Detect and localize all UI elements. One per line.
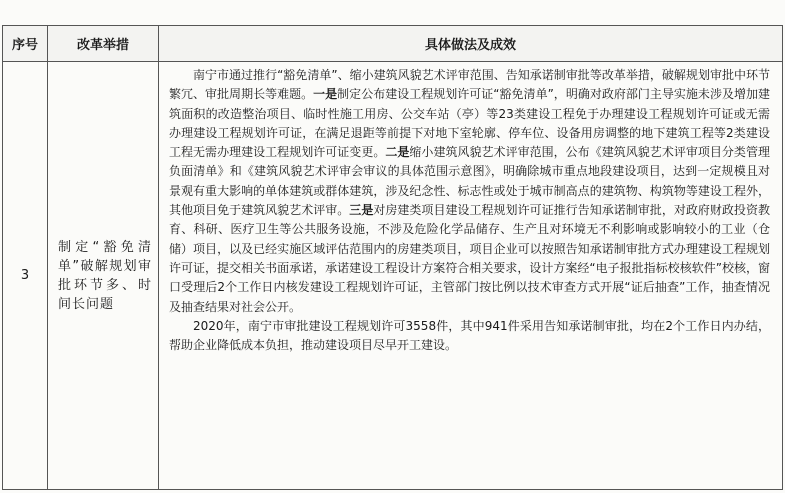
table-row bbox=[3, 62, 783, 490]
header-measure: 改革举措 bbox=[48, 26, 159, 62]
header-details: 具体做法及成效 bbox=[159, 26, 783, 62]
cell-details bbox=[159, 62, 783, 490]
table-header-row bbox=[3, 26, 783, 62]
details-paragraph-1 bbox=[169, 66, 770, 317]
cell-measure: 制定“豁免清单”破解规划审批环节多、时间长问题 bbox=[48, 62, 159, 490]
reform-measures-table bbox=[2, 25, 783, 490]
details-text-1: 制定公布建设工程规划许可证“豁免清单”，明确对政府部门主导实施未涉及增加建筑面积的改造整治项目、临时性施工用房、公交车站（亭）等23类建设工程免于办理建设工程规划许可证或无需办理建设工程规划许可证，在满足退距等前提下对地下室轮廓、停车位、设备用房调整的地下建筑工程等2类建设工程无需办理建设工程规划许可证变更。 bbox=[169, 87, 770, 160]
cell-seq: 3 bbox=[3, 62, 48, 490]
details-paragraph-2: 2020年，南宁市审批建设工程规划许可3558件，其中941件采用告知承诺制审批，均在2个工作日内办结，帮助企业降低成本负担，推动建设项目尽早开工建设。 bbox=[169, 318, 770, 353]
details-text-3: 对房建类项目建设工程规划许可证推行告知承诺制审批，对政府财政投资教育、科研、医疗卫生等公共服务设施，不涉及危险化学品储存、生产且对环境无不利影响或影响较小的工业（仓储）项目，以及已经实施区域评估范围内的房建类项目，项目企业可以按照告知承诺制审批方式办理建设工程规划许可证，提交相关书面承诺，承诺建设工程设计方案符合相关要求，设计方案经“电子报批指标校核软件”校核，窗口受理后2个工作日内核发建设工程规划许可证，主管部门按比例以技术审查方式开展“证后抽查”工作，抽查情况及抽查结果对社会公开。 bbox=[169, 203, 770, 314]
header-seq: 序号 bbox=[3, 26, 48, 62]
details-lead-2: 二是 bbox=[385, 145, 410, 160]
details-lead-3: 三是 bbox=[349, 203, 374, 218]
details-text-2: 缩小建筑风貌艺术评审范围，公布《建筑风貌艺术评审项目分类管理负面清单》和《建筑风貌艺术评审会审议的具体范围示意图》，明确除城市重点地段建设项目，达到一定规模且对景观有重大影响的单体建筑或群体建筑，涉及纪念性、标志性或处于城市制高点的建筑物、构筑物等建设工程外，其他项目免于建筑风貌艺术评审。 bbox=[169, 145, 770, 218]
details-lead-1: 一是 bbox=[313, 87, 338, 102]
details-intro: 南宁市通过推行“豁免清单”、缩小建筑风貌艺术评审范围、告知承诺制审批等改革举措，破解规划审批中环节繁冗、审批周期长等难题。 bbox=[169, 68, 770, 102]
